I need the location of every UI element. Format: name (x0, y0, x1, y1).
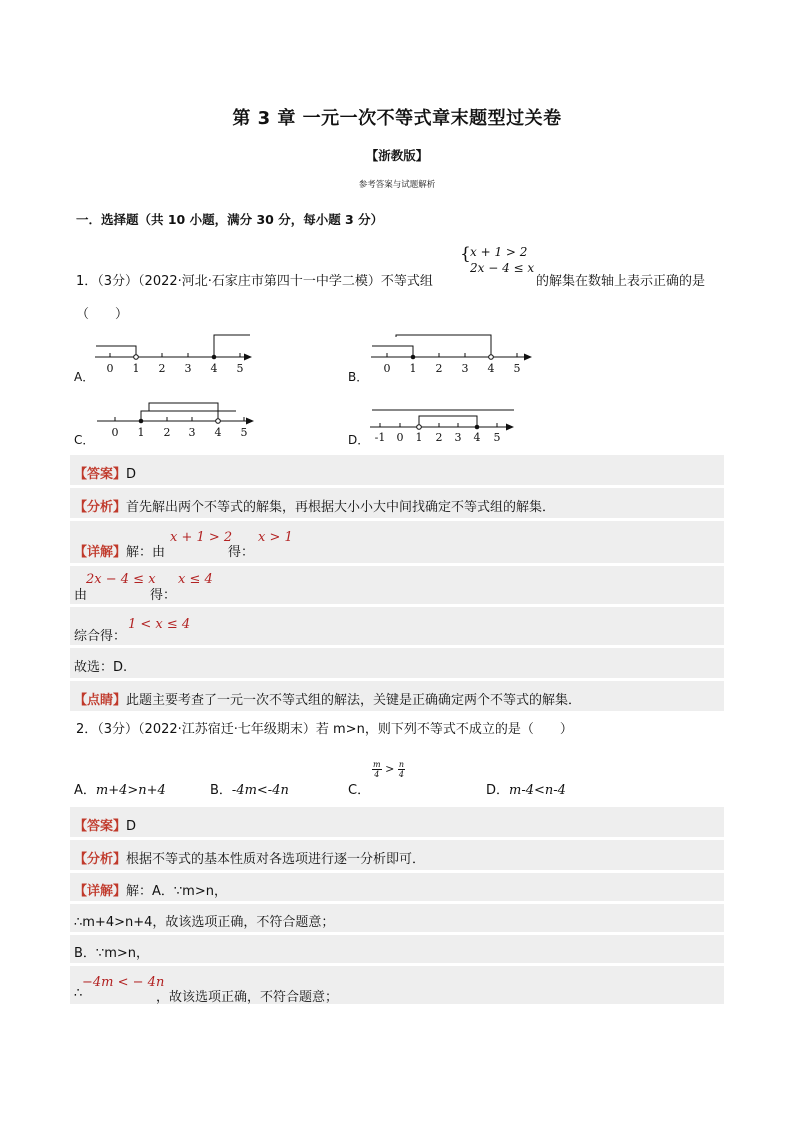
q2-option-d-text: m-4<n-4 (509, 783, 566, 798)
q1-option-d-label: D． (348, 433, 370, 447)
tick-label: 2 (435, 431, 443, 444)
q1-d2-intro: 由 (74, 588, 88, 603)
q2-detail-band (70, 873, 724, 901)
frac-relation: > (385, 762, 395, 776)
detail-tag: 【详解】 (74, 884, 127, 899)
tick-label: 1 (132, 362, 140, 375)
q2-option-a-text: m+4>n+4 (95, 783, 166, 798)
tick-label: 4 (214, 426, 222, 439)
q2-option-b-text: -4m<-4n (231, 783, 289, 798)
page-title: 第 3 章 一元一次不等式章末题型过关卷 (232, 108, 562, 129)
comment-tag: 【点睛】 (74, 693, 127, 708)
tick-label: 5 (513, 362, 521, 375)
q1-option-b-label: B． (348, 370, 369, 384)
brace: { (460, 244, 471, 264)
q1-system-line1: x + 1 > 2 (470, 245, 528, 259)
frac-denominator: 4 (374, 770, 380, 779)
detail-tag: 【详解】 (74, 545, 127, 560)
q2-option-b[interactable] (210, 779, 289, 798)
q2-analysis: 根据不等式的基本性质对各选项进行逐一分析即可． (126, 852, 426, 867)
q2-option-c-expr (372, 760, 405, 779)
tick-label: 2 (158, 362, 166, 375)
q1-combine: 综合得： (74, 629, 127, 644)
analysis-tag: 【分析】 (74, 852, 127, 867)
tick-label: 4 (210, 362, 218, 375)
tick-label: 1 (409, 362, 417, 375)
q1-d2-expr: 2x − 4 ≤ x (86, 572, 156, 587)
q1-d1-get: 得： (228, 545, 255, 560)
tick-label: 1 (415, 431, 423, 444)
q1-combine-expr: 1 < x ≤ 4 (128, 617, 191, 632)
q1-d1-result: x > 1 (258, 530, 293, 545)
q2-option-d-label: D． (486, 783, 510, 798)
q1-detail-intro: 解：由 (126, 545, 166, 560)
q1-option-b-numberline[interactable] (366, 328, 536, 378)
q1-comment-band (70, 681, 724, 711)
tick-label: 0 (111, 426, 119, 439)
q2-option-c-label[interactable]: C． (348, 783, 371, 798)
q1-choose: 故选：D. (74, 660, 128, 675)
q1-analysis: 首先解出两个不等式的解集，再根据大小小大中间找确定不等式组的解集． (126, 500, 556, 515)
q1-combine-band (70, 607, 724, 645)
q2-option-b-label: B． (210, 783, 232, 798)
q1-choose-band (70, 648, 724, 678)
tick-label: 3 (188, 426, 196, 439)
frac-denominator: 4 (398, 770, 404, 779)
tick-label: 2 (435, 362, 443, 375)
q2-line3: B．∵m>n， (74, 946, 149, 961)
q1-paren: （ ） (76, 307, 129, 322)
tick-label: 0 (106, 362, 114, 375)
q1-option-c-numberline[interactable] (90, 394, 260, 444)
q1-option-c-label: C． (74, 433, 95, 447)
q1-comment: 此题主要考查了一元一次不等式组的解法，关键是正确确定两个不等式的解集． (126, 693, 582, 708)
tick-label: 0 (396, 431, 404, 444)
q1-answer-band (70, 455, 724, 485)
q1-option-a-label: A． (74, 370, 95, 384)
tick-label: 5 (493, 431, 501, 444)
q1-option-d-numberline[interactable] (366, 398, 526, 446)
tick-label: 3 (184, 362, 192, 375)
q1-stem-suffix: 的解集在数轴上表示正确的是 (536, 274, 706, 289)
q1-detail-band-1 (70, 521, 724, 563)
answer-tag: 【答案】 (74, 467, 127, 482)
section-heading: 一．选择题（共 10 小题，满分 30 分，每小题 3 分） (76, 212, 384, 227)
frac-numerator: n (398, 760, 404, 769)
q1-answer: D (126, 467, 137, 482)
tick-label: 3 (461, 362, 469, 375)
q2-option-d[interactable] (486, 779, 566, 798)
q2-line4-suffix: ，故该选项正确，不符合题意； (156, 990, 339, 1005)
analysis-tag: 【分析】 (74, 500, 127, 515)
q1-d2-result: x ≤ 4 (178, 572, 213, 587)
tick-label: 2 (163, 426, 171, 439)
tick-label: 5 (236, 362, 244, 375)
q2-line3-band (70, 935, 724, 963)
q1-d1-expr: x + 1 > 2 (170, 530, 233, 545)
q2-answer: D (126, 819, 137, 834)
q2-line4-expr: −4m < − 4n (82, 975, 165, 990)
tick-label: 1 (137, 426, 145, 439)
q1-analysis-band (70, 488, 724, 518)
tick-label: 5 (240, 426, 248, 439)
frac-numerator: m (373, 760, 381, 769)
q2-stem: 2．（3分）（2022·江苏宿迁·七年级期末）若 m>n，则下列不等式不成立的是（ ） (76, 722, 573, 737)
q2-detail: 解：A．∵m>n， (126, 884, 227, 899)
q2-option-a-label: A． (74, 783, 96, 798)
q2-line2-band (70, 904, 724, 932)
answer-tag: 【答案】 (74, 819, 127, 834)
q2-line4-prefix: ∴ (74, 986, 83, 1001)
tick-label: 4 (487, 362, 495, 375)
q1-d2-get: 得： (150, 588, 177, 603)
q1-option-a-numberline[interactable] (90, 328, 260, 378)
q2-analysis-band (70, 840, 724, 870)
q2-line4-band (70, 966, 724, 1004)
q2-answer-band (70, 807, 724, 837)
tick-label: -1 (374, 431, 386, 444)
tick-label: 0 (383, 362, 391, 375)
q1-stem-prefix: 1．（3分）（2022·河北·石家庄市第四十一中学二模）不等式组 (76, 274, 433, 289)
tick-label: 3 (454, 431, 462, 444)
subtitle: 参考答案与试题解析 (358, 180, 436, 190)
q1-detail-band-2 (70, 566, 724, 604)
q2-line2: ∴m+4>n+4，故该选项正确，不符合题意； (74, 915, 335, 930)
edition-label: 【浙教版】 (365, 148, 429, 163)
q2-option-a[interactable] (74, 779, 166, 798)
tick-label: 4 (473, 431, 481, 444)
q1-system-line2: 2x − 4 ≤ x (470, 261, 535, 275)
